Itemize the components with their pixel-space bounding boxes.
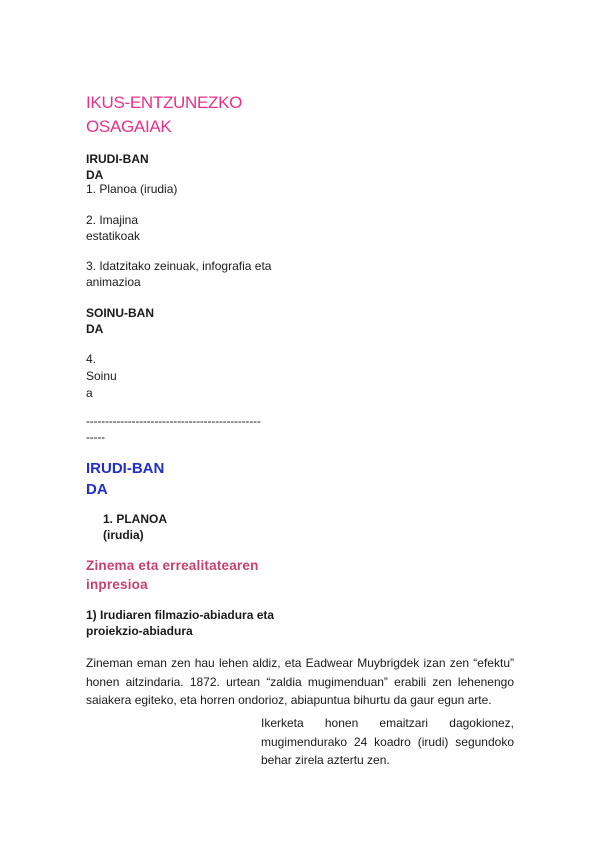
list-item-zeinuak: [86, 258, 271, 290]
planoa-heading-line1: 1. PLANOA: [103, 512, 168, 526]
document-title: [86, 91, 242, 139]
subsection-heading-line2: proiekzio-abiadura: [86, 624, 193, 638]
list-item-imajina-line1: 2. Imajina: [86, 213, 139, 227]
separator-line2: -----: [86, 430, 105, 444]
image-band-heading-line2: DA: [86, 168, 104, 182]
planoa-heading: [103, 511, 167, 543]
separator-line: [86, 413, 261, 445]
list-item-zeinuak-line1: 3. Idatzitako zeinuak, infografia eta: [86, 259, 272, 273]
list-item-imajina-line2: estatikoak: [86, 229, 141, 243]
subtitle-heading: [86, 556, 259, 594]
image-band-heading-line1: IRUDI-BAN: [86, 152, 149, 166]
section-heading-line1: IRUDI-BAN: [86, 460, 165, 477]
document-title-line1: IKUS-ENTZUNEZKO: [86, 93, 243, 112]
sound-band-heading-line1: SOINU-BAN: [86, 306, 154, 320]
list-item-imajina: [86, 212, 140, 244]
separator-line1: ----------------------------------------------: [86, 414, 261, 428]
subsection-heading: [86, 607, 274, 639]
sound-band-heading: [86, 305, 154, 337]
body-paragraph-1: Zineman eman zen hau lehen aldiz, eta Eadwear Muybrigdek izan zen “efektu” honen aitzindaria. 1872. urtean “zaldia mugimenduan” erabili zen lehenengo saiakera egiteko, eta horren ondorioz, abiapuntua bihurtu da gaur egun arte.: [86, 656, 514, 707]
subtitle-heading-line2: inpresioa: [86, 577, 148, 592]
list-item-soinua-line1: 4.: [86, 352, 97, 366]
subtitle-heading-line1: Zinema eta errealitatearen: [86, 558, 259, 573]
subsection-heading-line1: 1) Irudiaren filmazio-abiadura eta: [86, 608, 275, 622]
body-paragraph-2: Ikerketa honen emaitzari dagokionez, mugimendurako 24 koadro (irudi) segundoko behar zirela aztertu zen.: [261, 716, 514, 767]
planoa-heading-line2: (irudia): [103, 528, 144, 542]
image-band-heading: [86, 151, 149, 183]
section-heading-line2: DA: [86, 481, 108, 498]
document-title-line2: OSAGAIAK: [86, 117, 172, 136]
sound-band-heading-line2: DA: [86, 322, 104, 336]
list-item-soinua-line3: a: [86, 386, 93, 400]
list-item-soinua: [86, 351, 117, 402]
list-item-soinua-line2: Soinu: [86, 369, 117, 383]
list-item-zeinuak-line2: animazioa: [86, 275, 141, 289]
section-heading: [86, 458, 164, 500]
list-item-planoa: 1. Planoa (irudia): [86, 182, 178, 196]
